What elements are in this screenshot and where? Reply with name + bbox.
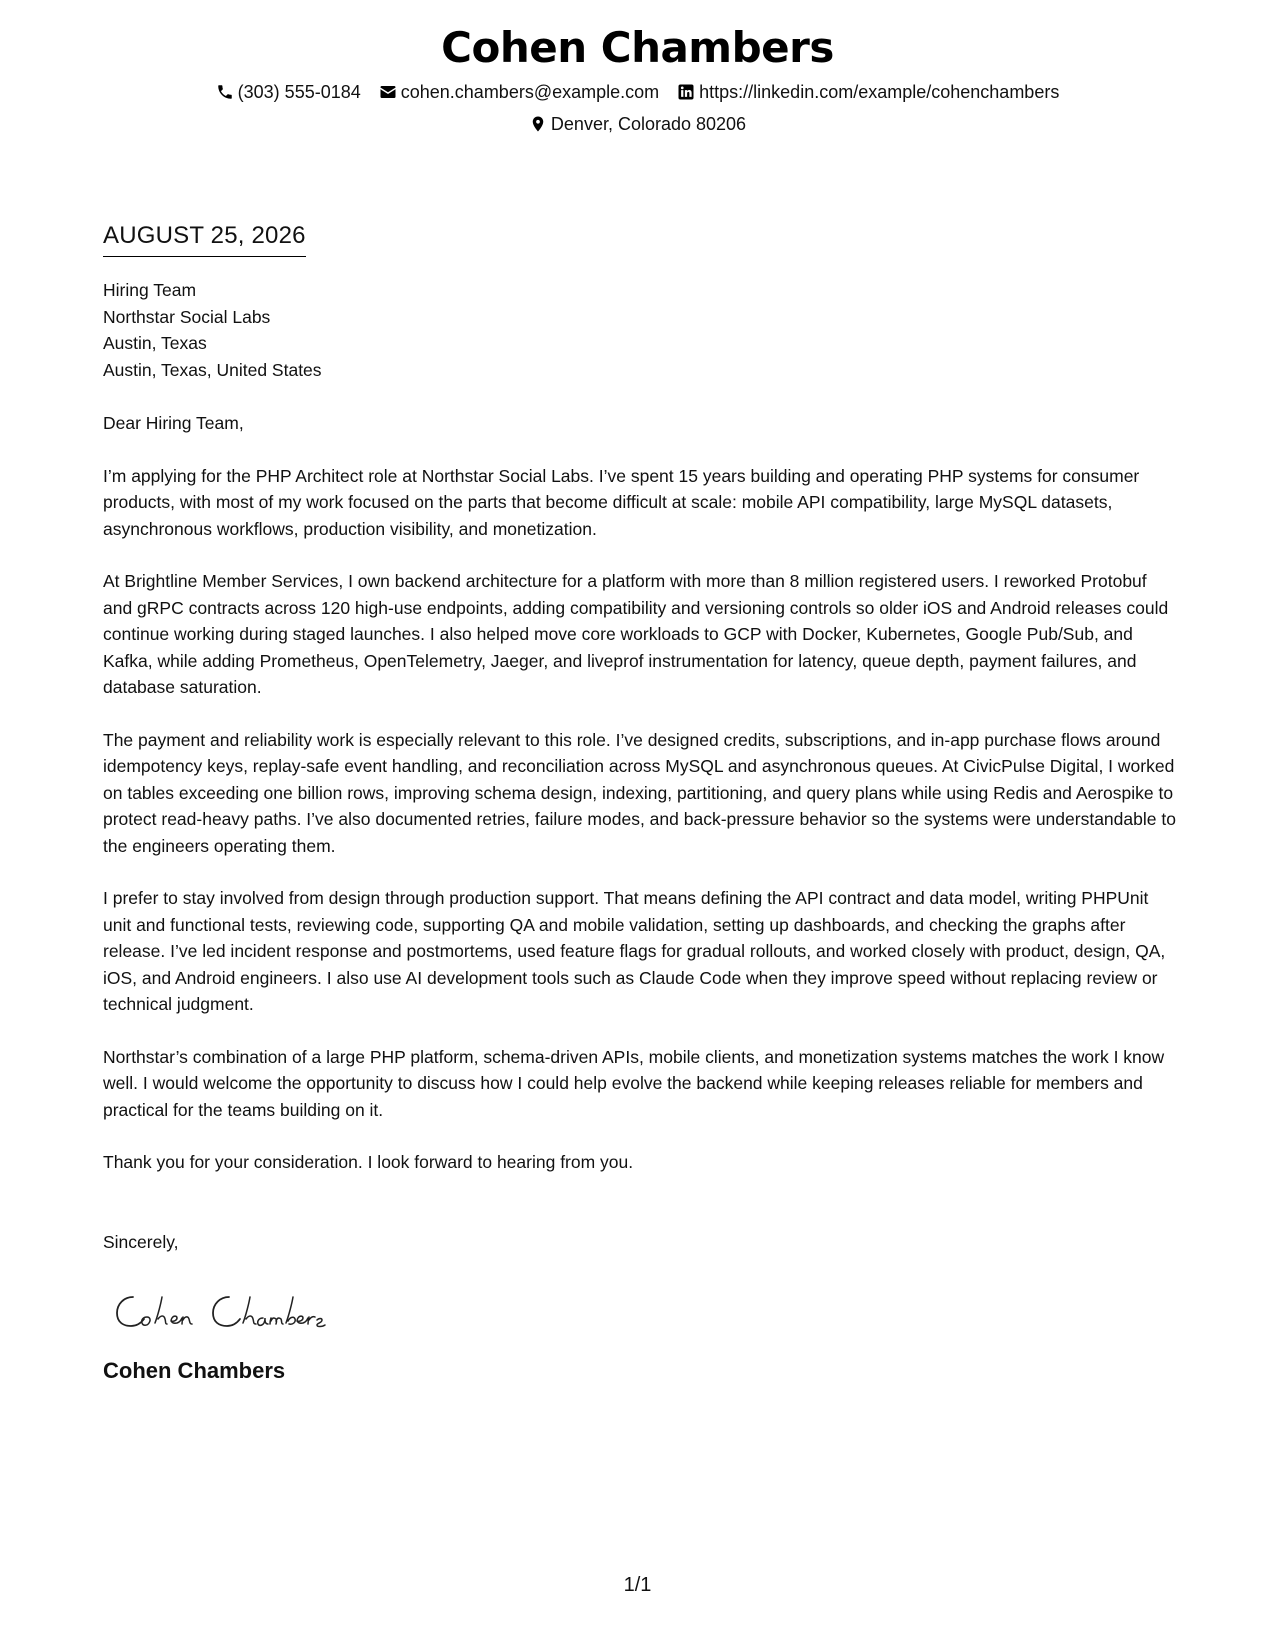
email-link[interactable]: cohen.chambers@example.com <box>400 82 660 102</box>
letter-body <box>103 220 1178 1385</box>
recipient-line: Northstar Social Labs <box>103 306 271 327</box>
body-paragraph: Northstar’s combination of a large PHP platform, schema-driven APIs, mobile clients, and monetization systems matches the work I know well. I would welcome the opportunity to discuss how I could help evolve the backend while keeping releases reliable for members and practical for the teams building on it. <box>103 1046 1165 1120</box>
location-contact <box>529 112 746 136</box>
letterhead <box>0 22 1275 136</box>
phone-contact <box>216 80 361 104</box>
email-contact[interactable] <box>379 80 659 104</box>
recipient-line: Austin, Texas <box>103 333 207 353</box>
recipient-line: Austin, Texas, United States <box>103 359 322 380</box>
closing: Sincerely, <box>103 1231 179 1252</box>
recipient-block <box>103 277 1178 383</box>
phone-icon <box>216 83 234 101</box>
letter-date: AUGUST 25, 2026 <box>103 220 306 257</box>
body-paragraph: At Brightline Member Services, I own backend architecture for a platform with more than 8 million registered users. I reworked Protobuf and gRPC contracts across 120 high-use endpoints, adding compatibility and versioning controls so older iOS and Android releases could continue working during staged launches. I also helped move core workloads to GCP with Docker, Kubernetes, Google Pub/Sub, and Kafka, while adding Prometheus, OpenTelemetry, Jaeger, and liveprof instrumentation for latency, queue depth, payment failures, and database saturation. <box>103 571 1169 697</box>
signer-name: Cohen Chambers <box>103 1357 286 1383</box>
page-number: 1/1 <box>623 1574 652 1596</box>
body-paragraph: I prefer to stay involved from design through production support. That means defining the API contract and data model, writing PHPUnit unit and functional tests, reviewing code, supporting QA and mobile validation, setting up dashboards, and checking the graphs after release. I’ve led incident response and postmortems, used feature flags for gradual rollouts, and worked closely with product, design, QA, iOS, and Android engineers. I also use AI development tools such as Claude Code when they improve speed without replacing review or technical judgment. <box>103 888 1166 1014</box>
envelope-icon <box>379 83 397 101</box>
location-row <box>0 112 1275 136</box>
handwritten-signature <box>111 1281 371 1337</box>
sender-name: Cohen Chambers <box>441 23 834 72</box>
body-paragraph: I’m applying for the PHP Architect role at Northstar Social Labs. I’ve spent 15 years building and operating PHP systems for consumer products, with most of my work focused on the parts that become difficult at scale: mobile API compatibility, large MySQL datasets, asynchronous workflows, production visibility, and monetization. <box>103 465 1140 539</box>
phone-text: (303) 555-0184 <box>237 82 361 102</box>
linkedin-icon <box>677 83 695 101</box>
recipient-line: Hiring Team <box>103 280 197 300</box>
map-pin-icon <box>529 115 547 133</box>
body-paragraph: The payment and reliability work is especially relevant to this role. I’ve designed credits, subscriptions, and in-app purchase flows around idempotency keys, replay-safe event handling, and reconciliation across MySQL and asynchronous queues. At CivicPulse Digital, I worked on tables exceeding one billion rows, improving schema design, indexing, partitioning, and query plans while using Redis and Aerospike to protect read-heavy paths. I’ve also documented retries, failure modes, and back-pressure behavior so the systems were understandable to the engineers operating them. <box>103 729 1176 856</box>
linkedin-contact[interactable] <box>677 80 1059 104</box>
location-text: Denver, Colorado 80206 <box>550 114 747 134</box>
body-paragraph: Thank you for your consideration. I look forward to hearing from you. <box>103 1152 634 1172</box>
salutation: Dear Hiring Team, <box>103 413 244 433</box>
contact-row <box>0 80 1275 104</box>
linkedin-link[interactable]: https://linkedin.com/example/cohenchambers <box>699 82 1060 102</box>
